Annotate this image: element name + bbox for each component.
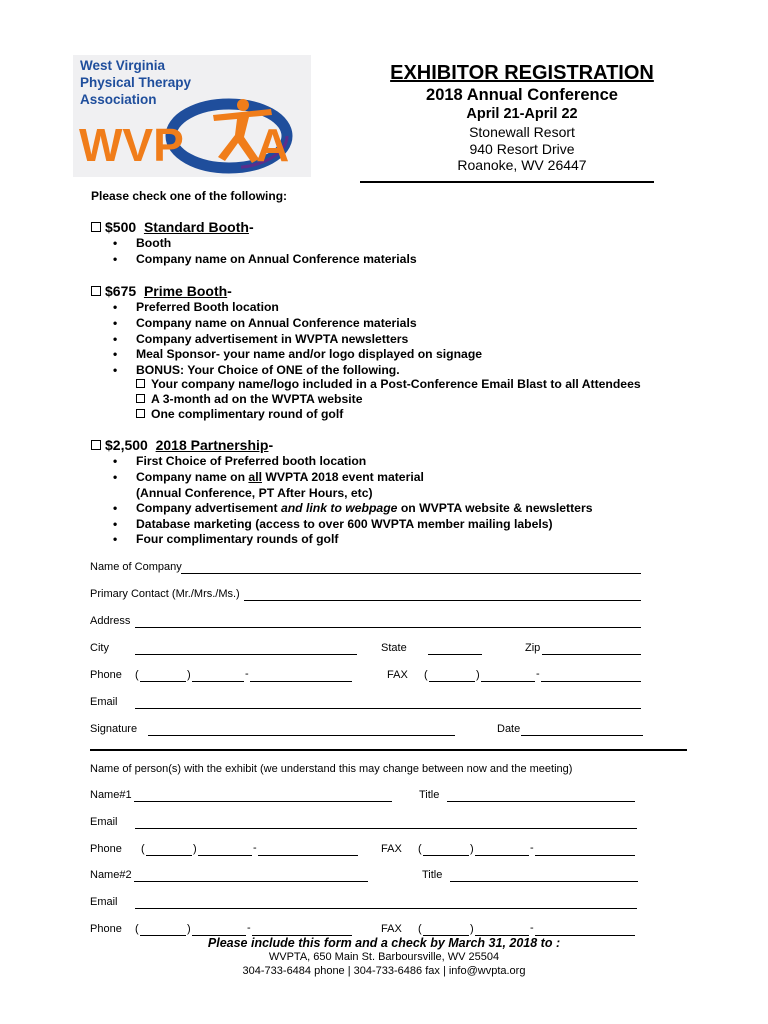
fax2-area-close: ) bbox=[470, 923, 474, 935]
partnership-item-3 bbox=[136, 501, 592, 515]
bonus-1-label: Your company name/logo included in a Post-Conference Email Blast to all Attendees bbox=[151, 377, 641, 391]
city-field[interactable] bbox=[135, 654, 357, 655]
prime-item-1: Preferred Booth location bbox=[136, 300, 279, 314]
standard-booth-dash: - bbox=[248, 219, 254, 235]
standard-booth-checkbox[interactable] bbox=[91, 222, 101, 232]
signature-field[interactable] bbox=[148, 735, 455, 736]
address-label: Address bbox=[90, 615, 131, 627]
phone1-line-field[interactable] bbox=[258, 855, 358, 856]
section-rule bbox=[90, 749, 687, 751]
org-name-line-3: Association bbox=[80, 92, 157, 107]
fax-line-field[interactable] bbox=[541, 681, 641, 682]
state-field[interactable] bbox=[428, 654, 482, 655]
phone-area-open: ( bbox=[135, 669, 139, 681]
page-title: EXHIBITOR REGISTRATION bbox=[390, 62, 654, 84]
partnership-name: 2018 Partnership bbox=[155, 437, 269, 453]
fax2-label: FAX bbox=[381, 923, 402, 935]
primary-contact-label: Primary Contact (Mr./Mrs./Ms.) bbox=[90, 588, 240, 600]
fax2-dash: - bbox=[530, 922, 534, 934]
bullet: • bbox=[113, 532, 118, 546]
zip-field[interactable] bbox=[542, 654, 641, 655]
phone1-prefix-field[interactable] bbox=[198, 855, 252, 856]
bullet: • bbox=[113, 454, 118, 468]
venue-street: 940 Resort Drive bbox=[469, 141, 575, 157]
city-label: City bbox=[90, 642, 109, 654]
prime-item-5: BONUS: Your Choice of ONE of the following. bbox=[136, 363, 400, 377]
phone1-area-open: ( bbox=[141, 843, 145, 855]
phone2-label: Phone bbox=[90, 923, 122, 935]
header-rule bbox=[360, 181, 654, 183]
org-name-line-2: Physical Therapy bbox=[80, 75, 192, 90]
fax1-prefix-field[interactable] bbox=[475, 855, 529, 856]
fax-area-code-field[interactable] bbox=[429, 681, 475, 682]
bonus-1-checkbox[interactable] bbox=[136, 379, 145, 388]
fax1-line-field[interactable] bbox=[535, 855, 635, 856]
title1-field[interactable] bbox=[447, 801, 635, 802]
fax1-dash: - bbox=[530, 842, 534, 854]
bonus-3-label: One complimentary round of golf bbox=[151, 407, 344, 421]
bullet: • bbox=[113, 501, 118, 515]
standard-booth-name: Standard Booth bbox=[143, 219, 249, 235]
email-label: Email bbox=[90, 696, 118, 708]
fax-area-close: ) bbox=[476, 669, 480, 681]
state-label: State bbox=[381, 642, 407, 654]
conference-name: 2018 Annual Conference bbox=[426, 86, 618, 104]
phone-label: Phone bbox=[90, 669, 122, 681]
bonus-3-checkbox[interactable] bbox=[136, 409, 145, 418]
phone1-area-code-field[interactable] bbox=[146, 855, 192, 856]
email2-field[interactable] bbox=[135, 908, 637, 909]
date-field[interactable] bbox=[521, 735, 643, 736]
partnership-item-2 bbox=[136, 470, 424, 484]
mailing-address: WVPTA, 650 Main St. Barboursville, WV 25504 bbox=[268, 951, 500, 963]
partnership-item-2-a: Company name on bbox=[136, 470, 249, 484]
bullet: • bbox=[113, 517, 118, 531]
date-label: Date bbox=[497, 723, 521, 735]
name2-field[interactable] bbox=[134, 881, 368, 882]
bonus-choice-1[interactable] bbox=[136, 377, 641, 391]
exhibitor-note: Name of person(s) with the exhibit (we understand this may change between now and the meeting) bbox=[90, 763, 573, 775]
phone1-area-close: ) bbox=[193, 843, 197, 855]
logo-letter-a: A bbox=[256, 119, 290, 171]
bullet: • bbox=[113, 347, 118, 361]
phone-line-field[interactable] bbox=[250, 681, 352, 682]
phone2-dash: - bbox=[247, 922, 251, 934]
phone-area-close: ) bbox=[187, 669, 191, 681]
email1-field[interactable] bbox=[135, 828, 637, 829]
fax1-area-open: ( bbox=[418, 843, 422, 855]
prime-booth-price: $675 bbox=[105, 283, 137, 299]
instructions-text: Please check one of the following: bbox=[91, 189, 288, 203]
phone-prefix-field[interactable] bbox=[192, 681, 244, 682]
title1-label: Title bbox=[419, 789, 440, 801]
option-partnership[interactable] bbox=[91, 437, 273, 453]
option-prime-booth[interactable] bbox=[91, 283, 232, 299]
logo-letters-wvp: WVP bbox=[79, 119, 184, 171]
primary-contact-field[interactable] bbox=[244, 600, 641, 601]
bullet: • bbox=[113, 332, 118, 346]
partnership-item-3-italic: and link to webpage bbox=[280, 501, 398, 515]
email1-label: Email bbox=[90, 816, 118, 828]
partnership-item-3-b: on WVPTA website & newsletters bbox=[397, 501, 593, 515]
address-field[interactable] bbox=[135, 627, 641, 628]
fax-area-open: ( bbox=[424, 669, 428, 681]
contact-info: 304-733-6484 phone | 304-733-6486 fax | info@wvpta.org bbox=[242, 965, 526, 977]
wvpta-logo bbox=[73, 55, 311, 177]
bonus-choice-2[interactable] bbox=[136, 392, 362, 406]
bullet: • bbox=[113, 316, 118, 330]
fax1-label: FAX bbox=[381, 843, 402, 855]
prime-item-3: Company advertisement in WVPTA newsletters bbox=[136, 332, 409, 346]
partnership-item-2-b: WVPTA 2018 event material bbox=[261, 470, 424, 484]
phone-area-code-field[interactable] bbox=[140, 681, 186, 682]
wvpta-wordmark-graphic bbox=[73, 55, 311, 177]
standard-item-2: Company name on Annual Conference materials bbox=[136, 252, 417, 266]
partnership-item-3-a: Company advertisement bbox=[136, 501, 281, 515]
zip-label: Zip bbox=[525, 642, 541, 654]
name2-label: Name#2 bbox=[90, 869, 132, 881]
bullet: • bbox=[113, 252, 118, 266]
bullet: • bbox=[113, 236, 118, 250]
phone2-area-close: ) bbox=[187, 923, 191, 935]
partnership-checkbox[interactable] bbox=[91, 440, 101, 450]
fax-label: FAX bbox=[387, 669, 408, 681]
partnership-item-2-continued: (Annual Conference, PT After Hours, etc) bbox=[136, 486, 373, 500]
partnership-item-1: First Choice of Preferred booth location bbox=[136, 454, 367, 468]
option-standard-booth[interactable] bbox=[91, 219, 254, 235]
email2-label: Email bbox=[90, 896, 118, 908]
title2-label: Title bbox=[422, 869, 443, 881]
org-name-line-1: West Virginia bbox=[80, 58, 166, 73]
fax1-area-close: ) bbox=[470, 843, 474, 855]
email-field[interactable] bbox=[135, 708, 641, 709]
name1-field[interactable] bbox=[134, 801, 392, 802]
title2-field[interactable] bbox=[450, 881, 638, 882]
partnership-item-5: Four complimentary rounds of golf bbox=[136, 532, 339, 546]
bullet: • bbox=[113, 300, 118, 314]
partnership-item-2-underlined: all bbox=[248, 470, 262, 484]
standard-item-1: Booth bbox=[136, 236, 172, 250]
bonus-choice-3[interactable] bbox=[136, 407, 343, 421]
prime-booth-checkbox[interactable] bbox=[91, 286, 101, 296]
venue-city: Roanoke, WV 26447 bbox=[457, 157, 587, 173]
phone1-label: Phone bbox=[90, 843, 122, 855]
prime-item-2: Company name on Annual Conference materials bbox=[136, 316, 417, 330]
bonus-2-label: A 3-month ad on the WVPTA website bbox=[151, 392, 363, 406]
partnership-item-4: Database marketing (access to over 600 WVPTA member mailing labels) bbox=[136, 517, 553, 531]
standard-booth-price: $500 bbox=[105, 219, 137, 235]
partnership-dash: - bbox=[268, 437, 274, 453]
bonus-2-checkbox[interactable] bbox=[136, 394, 145, 403]
phone1-dash: - bbox=[253, 842, 257, 854]
venue-name: Stonewall Resort bbox=[469, 124, 575, 140]
fax-prefix-field[interactable] bbox=[481, 681, 535, 682]
fax-dash: - bbox=[536, 668, 540, 680]
bullet: • bbox=[113, 363, 118, 377]
conference-dates: April 21-April 22 bbox=[466, 106, 578, 122]
submission-instruction: Please include this form and a check by March 31, 2018 to : bbox=[207, 936, 561, 950]
name1-label: Name#1 bbox=[90, 789, 132, 801]
company-name-label: Name of Company bbox=[90, 561, 182, 573]
signature-label: Signature bbox=[90, 723, 138, 735]
fax1-area-code-field[interactable] bbox=[423, 855, 469, 856]
phone-dash: - bbox=[245, 668, 249, 680]
phone2-area-open: ( bbox=[135, 923, 139, 935]
prime-booth-name: Prime Booth bbox=[143, 283, 228, 299]
fax2-area-open: ( bbox=[418, 923, 422, 935]
prime-item-4: Meal Sponsor- your name and/or logo displayed on signage bbox=[136, 347, 483, 361]
partnership-price: $2,500 bbox=[105, 437, 148, 453]
bullet: • bbox=[113, 470, 118, 484]
prime-booth-dash: - bbox=[227, 283, 232, 299]
company-name-field[interactable] bbox=[181, 573, 641, 574]
